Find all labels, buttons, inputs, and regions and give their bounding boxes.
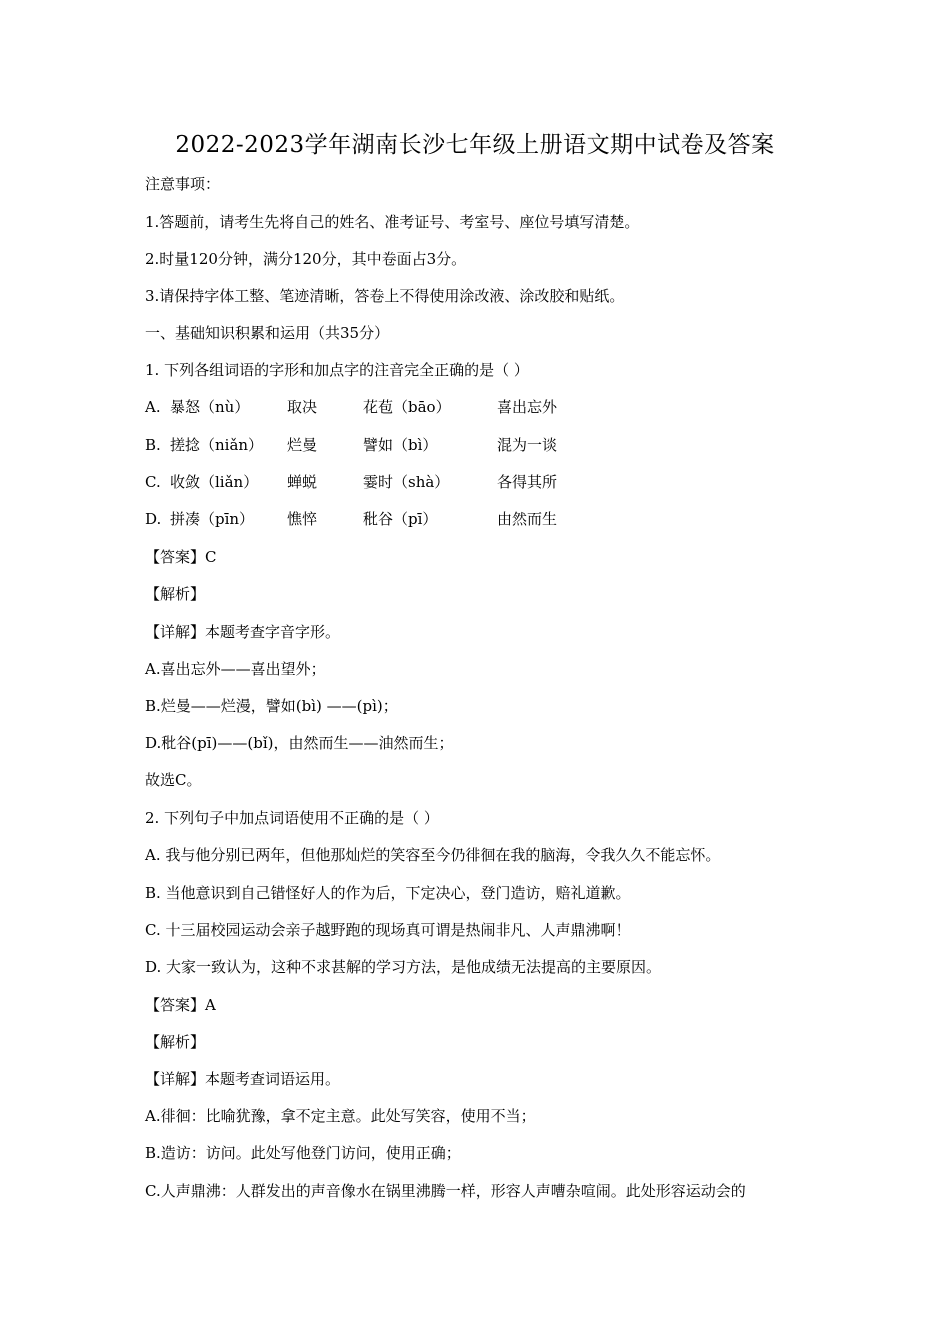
document-page: 2022-2023学年湖南长沙七年级上册语文期中试卷及答案 注意事项： 1.答题前，请考生先将自己的姓名、准考证号、考室号、座位号填写清楚。 2.时量120分钟，满分120分，其中卷面占3分。 3.请保持字体工整、笔迹清晰，答卷上不得使用涂改液、涂改胶和贴纸。 一、基础知识积累和运用（共35分） 1. 下列各组词语的字形和加点字的注音完全正确的是（ ） A. 暴怒（nù） 取决 花苞（bāo） 喜出忘外 B. 搓捻（niǎn） 烂曼 譬如（bì） 混为一谈 C. 收敛（liǎn） 蝉蜕 霎时（shà） 各得其所 D. 拼凑（pīn） 憔悴 秕谷（pī） 由然而生 【答案】C 【解析】 【详解】本题考查字音字形。 A.喜出忘外——喜出望外； B.烂曼——烂漫，譬如(bì) ——(pì)； D.秕谷(pī)——(bǐ)，由然而生——油然而生； 故选C。 2. 下列句子中加点词语使用不正确的是（ ） A. 我与他分别已两年，但他那灿烂的笑容至今仍徘徊在我的脑海，令我久久不能忘怀。 B. 当他意识到自己错怪好人的作为后，下定决心，登门造访，赔礼道歉。 C. 十三届校园运动会亲子越野跑的现场真可谓是热闹非凡、人声鼎沸啊！ D. 大家一致认为，这种不求甚解的学习方法，是他成绩无法提高的主要原因。 【答案】A 【解析】 【详解】本题考查词语运用。 A.徘徊：比喻犹豫，拿不定主意。此处写笑容，使用不当； B.造访：访问。此处写他登门访问，使用正确； C.人声鼎沸：人群发出的声音像水在锅里沸腾一样，形容人声嘈杂喧闹。此处形容运动会的	[0, 0, 950, 1344]
question-2-answer: 【答案】A	[145, 996, 216, 1014]
question-2-detail: 【详解】本题考查词语运用。	[145, 1070, 341, 1088]
question-2-option-d: D. 大家一致认为，这种不求甚解的学习方法，是他成绩无法提高的主要原因。	[145, 958, 662, 976]
question-2-option-b: B. 当他意识到自己错怪好人的作为后，下定决心，登门造访，赔礼道歉。	[145, 884, 631, 902]
question-1-analysis: 【解析】	[145, 585, 206, 603]
question-1-note-d: D.秕谷(pī)——(bǐ)，由然而生——油然而生；	[145, 734, 454, 752]
question-2-stem: 2. 下列句子中加点词语使用不正确的是（ ）	[145, 809, 439, 827]
question-1-stem: 1. 下列各组词语的字形和加点字的注音完全正确的是（ ）	[145, 361, 529, 379]
question-1-detail: 【详解】本题考查字音字形。	[145, 623, 341, 641]
question-1-note-a: A.喜出忘外——喜出望外；	[145, 660, 326, 678]
question-2-option-c: C. 十三届校园运动会亲子越野跑的现场真可谓是热闹非凡、人声鼎沸啊！	[145, 921, 631, 939]
question-1-answer: 【答案】C	[145, 548, 217, 566]
question-1-conclusion: 故选C。	[145, 771, 202, 789]
notice-item-3: 3.请保持字体工整、笔迹清晰，答卷上不得使用涂改液、涂改胶和贴纸。	[145, 287, 625, 305]
section-heading: 一、基础知识积累和运用（共35分）	[145, 324, 390, 342]
question-2-note-c: C.人声鼎沸：人群发出的声音像水在锅里沸腾一样，形容人声嘈杂喧闹。此处形容运动会的	[145, 1182, 746, 1200]
notice-heading: 注意事项：	[145, 175, 221, 193]
notice-item-2: 2.时量120分钟，满分120分，其中卷面占3分。	[145, 250, 467, 268]
page-title: 2022-2023学年湖南长沙七年级上册语文期中试卷及答案	[175, 132, 775, 158]
question-2-analysis: 【解析】	[145, 1033, 206, 1051]
notice-item-1: 1.答题前，请考生先将自己的姓名、准考证号、考室号、座位号填写清楚。	[145, 213, 640, 231]
question-1-note-b: B.烂曼——烂漫，譬如(bì) ——(pì)；	[145, 697, 398, 715]
question-2-option-a: A. 我与他分别已两年，但他那灿烂的笑容至今仍徘徊在我的脑海，令我久久不能忘怀。	[145, 846, 721, 864]
question-2-note-a: A.徘徊：比喻犹豫，拿不定主意。此处写笑容，使用不当；	[145, 1107, 536, 1125]
question-2-note-b: B.造访：访问。此处写他登门访问，使用正确；	[145, 1144, 461, 1162]
